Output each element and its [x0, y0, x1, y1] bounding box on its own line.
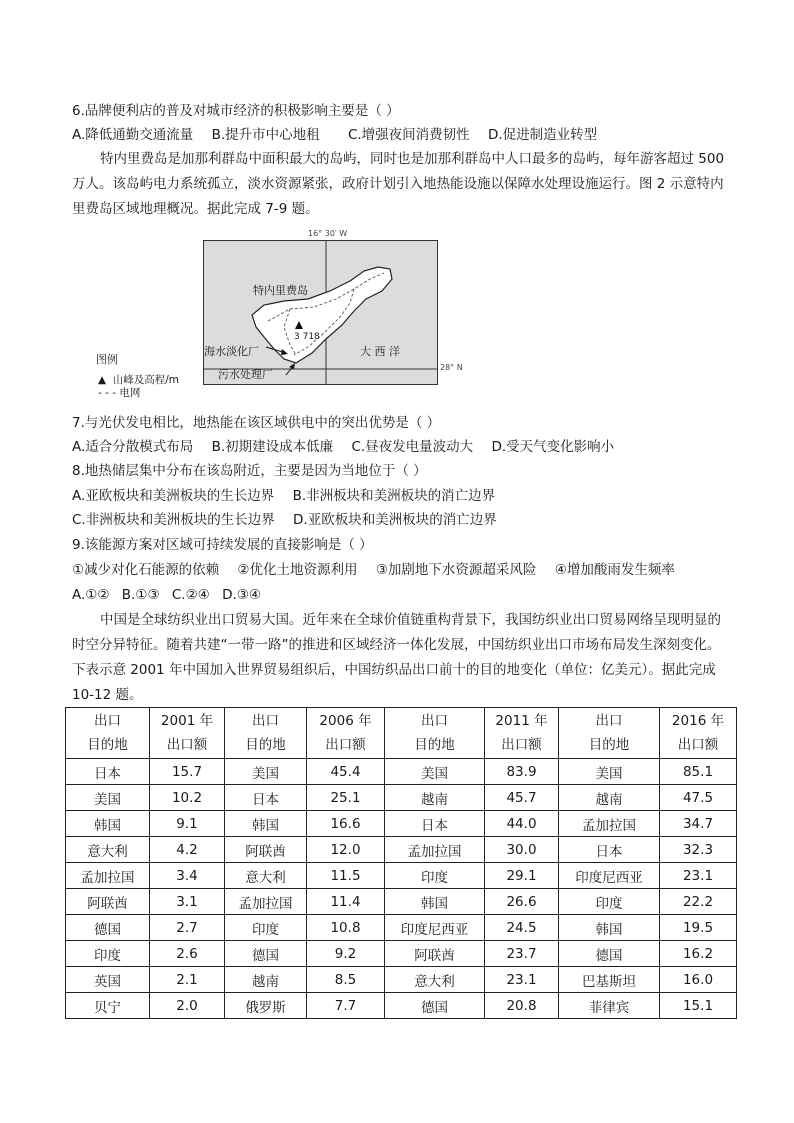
destination-cell: 美国: [559, 759, 660, 785]
export-value-cell: 16.2: [660, 941, 737, 967]
destination-cell: 印度: [66, 941, 150, 967]
dashed-line-icon: - - -: [98, 387, 117, 399]
destination-cell: 日本: [559, 837, 660, 863]
header-cell: 出口 目的地: [559, 708, 660, 759]
export-value-cell: 32.3: [660, 837, 737, 863]
destination-cell: 德国: [66, 915, 150, 941]
tenerife-map: [203, 240, 438, 385]
q6-option-b: B.提升市中心地租: [211, 127, 320, 143]
export-value-cell: 12.0: [307, 837, 385, 863]
export-value-cell: 24.5: [485, 915, 559, 941]
q9-statement-4: ④增加酸雨发生频率: [554, 562, 675, 578]
table-row: [66, 837, 737, 863]
q6-option-c: C.增强夜间消费韧性: [347, 127, 470, 143]
destination-cell: 美国: [385, 759, 485, 785]
destination-cell: 日本: [66, 759, 150, 785]
header-cell: 2001 年 出口额: [150, 708, 225, 759]
q6-option-d: D.促进制造业转型: [487, 127, 598, 143]
passage-tenerife: 特内里费岛是加那利群岛中面积最大的岛屿，同时也是加那利群岛中人口最多的岛屿，每年游客超过 500 万人。该岛屿电力系统孤立，淡水资源紧张，政府计划引入地热能设施以保障水处理设施运行。图 2 示意特内里费岛区域地理概况。据此完成 7-9 题。: [72, 151, 725, 217]
export-value-cell: 7.7: [307, 993, 385, 1019]
destination-cell: 孟加拉国: [225, 889, 307, 915]
desalination-plant-label: 海水淡化厂: [204, 345, 259, 358]
export-value-cell: 45.7: [485, 785, 559, 811]
q7-stem: 7.与光伏发电相比，地热能在该区域供电中的突出优势是（ ）: [72, 415, 441, 431]
destination-cell: 越南: [225, 967, 307, 993]
export-value-cell: 23.1: [485, 967, 559, 993]
peak-elevation: 3 718: [294, 332, 320, 342]
table-row: [66, 863, 737, 889]
table-row: [66, 941, 737, 967]
destination-cell: 意大利: [225, 863, 307, 889]
export-value-cell: 30.0: [485, 837, 559, 863]
destination-cell: 意大利: [66, 837, 150, 863]
q9-option-c: C.②④: [171, 587, 210, 603]
destination-cell: 德国: [225, 941, 307, 967]
sewage-arrowhead: [289, 363, 295, 369]
table-row: [66, 811, 737, 837]
export-value-cell: 19.5: [660, 915, 737, 941]
destination-cell: 菲律宾: [559, 993, 660, 1019]
destination-cell: 韩国: [385, 889, 485, 915]
q9-statements: [72, 560, 689, 580]
q8-options-row2: [72, 510, 511, 530]
export-value-cell: 23.7: [485, 941, 559, 967]
header-cell: 出口 目的地: [225, 708, 307, 759]
destination-cell: 印度尼西亚: [385, 915, 485, 941]
destination-cell: 印度: [559, 889, 660, 915]
passage-textile: 中国是全球纺织业出口贸易大国。近年来在全球价值链重构背景下，我国纺织业出口贸易网络呈现明显的时空分异特征。随着共建“一带一路”的推进和区域经济一体化发展，中国纺织业出口市场布局发生深刻变化。下表示意 2001 年中国加入世界贸易组织后，中国纺织品出口前十的目的地变化（单位：亿美元）。据此完成 10-12 题。: [72, 612, 721, 703]
export-value-cell: 83.9: [485, 759, 559, 785]
destination-cell: 巴基斯坦: [559, 967, 660, 993]
sewage-plant-label: 污水处理厂: [218, 368, 273, 381]
longitude-label: 16° 30′ W: [308, 229, 348, 238]
export-value-cell: 2.6: [150, 941, 225, 967]
q7-option-a: A.适合分散模式布局: [72, 439, 194, 455]
export-value-cell: 47.5: [660, 785, 737, 811]
export-value-cell: 2.1: [150, 967, 225, 993]
export-value-cell: 8.5: [307, 967, 385, 993]
export-value-cell: 11.4: [307, 889, 385, 915]
q8-option-c: C.非洲板块和美洲板块的生长边界: [72, 512, 275, 528]
island-label: 特内里费岛: [253, 284, 308, 297]
destination-cell: 印度尼西亚: [559, 863, 660, 889]
destination-cell: 美国: [66, 785, 150, 811]
destination-cell: 印度: [225, 915, 307, 941]
export-value-cell: 2.0: [150, 993, 225, 1019]
q8-option-d: D.亚欧板块和美洲板块的消亡边界: [293, 512, 497, 528]
table-row: [66, 967, 737, 993]
export-value-cell: 15.1: [660, 993, 737, 1019]
textile-export-table: [65, 707, 737, 1019]
ocean-label: 大 西 洋: [360, 345, 400, 358]
export-value-cell: 4.2: [150, 837, 225, 863]
header-cell: 2006 年 出口额: [307, 708, 385, 759]
export-value-cell: 20.8: [485, 993, 559, 1019]
export-value-cell: 23.1: [660, 863, 737, 889]
q7-option-b: B.初期建设成本低廉: [211, 439, 334, 455]
q7-option-c: C.昼夜发电量波动大: [351, 439, 474, 455]
export-value-cell: 16.0: [660, 967, 737, 993]
table-row: [66, 785, 737, 811]
q9-option-d: D.③④: [222, 587, 261, 603]
table-body: [66, 759, 737, 1019]
export-value-cell: 25.1: [307, 785, 385, 811]
q6-stem: 6.品牌便利店的普及对城市经济的积极影响主要是（ ）: [72, 103, 400, 119]
destination-cell: 韩国: [559, 915, 660, 941]
q6-option-a: A.降低通勤交通流量: [72, 127, 194, 143]
q9-stem: 9.该能源方案对区域可持续发展的直接影响是（ ）: [72, 537, 373, 553]
q6-options: [72, 125, 611, 145]
q8-options-row1: [72, 486, 509, 506]
header-cell: 出口 目的地: [66, 708, 150, 759]
destination-cell: 美国: [225, 759, 307, 785]
destination-cell: 阿联酋: [66, 889, 150, 915]
q7-options: [72, 437, 628, 457]
export-value-cell: 2.7: [150, 915, 225, 941]
q9-option-a: A.①②: [72, 587, 110, 603]
destination-cell: 日本: [385, 811, 485, 837]
destination-cell: 德国: [559, 941, 660, 967]
legend-grid-label: 电网: [119, 387, 141, 399]
export-value-cell: 44.0: [485, 811, 559, 837]
q9-option-b: B.①③: [121, 587, 160, 603]
destination-cell: 意大利: [385, 967, 485, 993]
destination-cell: 孟加拉国: [66, 863, 150, 889]
destination-cell: 阿联酋: [385, 941, 485, 967]
table-row: [66, 759, 737, 785]
table-row: [66, 889, 737, 915]
export-value-cell: 15.7: [150, 759, 225, 785]
destination-cell: 印度: [385, 863, 485, 889]
q8-option-b: B.非洲板块和美洲板块的消亡边界: [292, 488, 496, 504]
q8-option-a: A.亚欧板块和美洲板块的生长边界: [72, 488, 275, 504]
destination-cell: 阿联酋: [225, 837, 307, 863]
destination-cell: 孟加拉国: [559, 811, 660, 837]
export-value-cell: 10.8: [307, 915, 385, 941]
destination-cell: 日本: [225, 785, 307, 811]
legend-grid: [98, 385, 140, 400]
destination-cell: 孟加拉国: [385, 837, 485, 863]
q9-statement-3: ③加剧地下水资源超采风险: [375, 562, 537, 578]
destination-cell: 韩国: [66, 811, 150, 837]
export-value-cell: 22.2: [660, 889, 737, 915]
q7-option-d: D.受天气变化影响小: [491, 439, 615, 455]
export-value-cell: 34.7: [660, 811, 737, 837]
table-row: [66, 915, 737, 941]
header-cell: 2016 年 出口额: [660, 708, 737, 759]
destination-cell: 韩国: [225, 811, 307, 837]
export-value-cell: 45.4: [307, 759, 385, 785]
export-value-cell: 85.1: [660, 759, 737, 785]
destination-cell: 越南: [385, 785, 485, 811]
export-value-cell: 29.1: [485, 863, 559, 889]
q9-statement-2: ②优化土地资源利用: [237, 562, 358, 578]
table-header-row: [66, 708, 737, 759]
destination-cell: 贝宁: [66, 993, 150, 1019]
destination-cell: 俄罗斯: [225, 993, 307, 1019]
export-value-cell: 16.6: [307, 811, 385, 837]
export-value-cell: 3.1: [150, 889, 225, 915]
q9-statement-1: ①减少对化石能源的依赖: [72, 562, 220, 578]
export-value-cell: 10.2: [150, 785, 225, 811]
legend-peak-label: 山峰及高程/m: [112, 374, 180, 386]
header-cell: 出口 目的地: [385, 708, 485, 759]
export-value-cell: 26.6: [485, 889, 559, 915]
destination-cell: 英国: [66, 967, 150, 993]
export-value-cell: 11.5: [307, 863, 385, 889]
destination-cell: 德国: [385, 993, 485, 1019]
q8-stem: 8.地热储层集中分布在该岛附近，主要是因为当地位于（ ）: [72, 463, 427, 479]
table-row: [66, 993, 737, 1019]
export-value-cell: 9.1: [150, 811, 225, 837]
q9-options: [72, 585, 275, 605]
peak-triangle-icon: ▲: [98, 374, 107, 386]
export-value-cell: 3.4: [150, 863, 225, 889]
map-graphic: [204, 241, 437, 384]
legend-title: 图例: [96, 353, 118, 366]
header-cell: 2011 年 出口额: [485, 708, 559, 759]
latitude-label: 28° N: [440, 363, 463, 372]
destination-cell: 越南: [559, 785, 660, 811]
export-value-cell: 9.2: [307, 941, 385, 967]
